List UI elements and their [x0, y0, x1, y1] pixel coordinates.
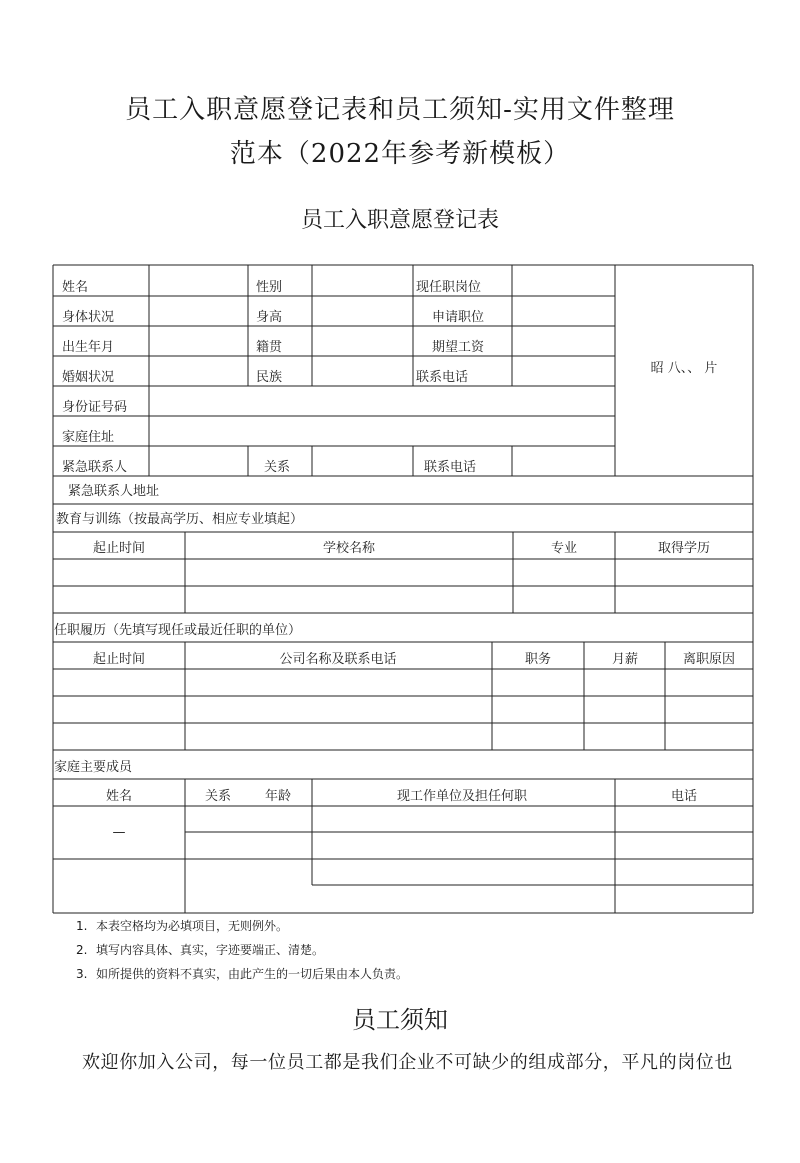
note-item: 3. 如所提供的资料不真实，由此产生的一切后果由本人负责。 — [76, 967, 409, 981]
edu-col-school: 学校名称 — [322, 541, 376, 556]
label-height: 身高 — [256, 310, 283, 325]
edu-col-major: 专业 — [550, 541, 578, 556]
label-home-address: 家庭住址 — [62, 430, 115, 445]
label-expected-salary: 期望工资 — [432, 340, 485, 355]
label-name: 姓名 — [62, 280, 89, 295]
label-health: 身体状况 — [62, 310, 115, 325]
education-heading: 教育与训练（按最高学历、相应专业填起） — [56, 512, 304, 527]
family-col-employer: 现工作单位及担任何职 — [396, 789, 528, 804]
work-col-salary: 月薪 — [611, 652, 639, 667]
label-native-place: 籍贯 — [256, 340, 283, 355]
work-heading: 任职履历（先填写现任或最近任职的单位） — [54, 623, 302, 638]
notice-title: 员工须知 — [352, 1006, 448, 1034]
label-emergency-address: 紧急联系人地址 — [68, 484, 160, 499]
notice-body: 欢迎你加入公司，每一位员工都是我们企业不可缺少的组成部分，平凡的岗位也 — [82, 1052, 733, 1073]
label-id-number: 身份证号码 — [62, 400, 128, 415]
family-first-name-value: — — [112, 825, 126, 840]
edu-col-degree: 取得学历 — [657, 541, 711, 556]
label-applied-position: 申请职位 — [432, 310, 485, 325]
label-relation: 关系 — [264, 460, 291, 475]
family-col-relation: 关系 — [204, 789, 232, 804]
photo-placeholder: 昭 八、、 片 — [650, 361, 718, 376]
document-title-line2: 范本（2022年参考新模板） — [229, 139, 571, 169]
label-gender: 性别 — [256, 280, 283, 295]
document-title-line1: 员工入职意愿登记表和员工须知-实用文件整理 — [125, 95, 675, 125]
family-col-phone: 电话 — [670, 789, 698, 804]
note-item: 1. 本表空格均为必填项目，无则例外。 — [76, 919, 289, 933]
label-emergency-contact: 紧急联系人 — [62, 460, 128, 475]
work-col-title: 职务 — [524, 652, 552, 667]
edu-col-period: 起止时间 — [92, 541, 146, 556]
family-col-name: 姓名 — [105, 789, 133, 804]
work-col-leave-reason: 离职原因 — [682, 652, 736, 667]
note-item: 2. 填写内容具体、真实，字迹要端正、清楚。 — [76, 943, 325, 957]
label-ethnicity: 民族 — [256, 370, 283, 385]
family-col-age: 年龄 — [264, 789, 292, 804]
label-birth-date: 出生年月 — [62, 340, 115, 355]
form-title: 员工入职意愿登记表 — [300, 208, 499, 233]
family-heading: 家庭主要成员 — [54, 760, 133, 775]
label-marital-status: 婚姻状况 — [62, 370, 115, 385]
work-col-company: 公司名称及联系电话 — [279, 652, 397, 667]
form-notes — [76, 914, 408, 986]
work-col-period: 起止时间 — [92, 652, 146, 667]
label-phone: 联系电话 — [416, 370, 469, 385]
label-emergency-phone: 联系电话 — [424, 460, 477, 475]
label-current-position: 现任职岗位 — [416, 280, 482, 295]
